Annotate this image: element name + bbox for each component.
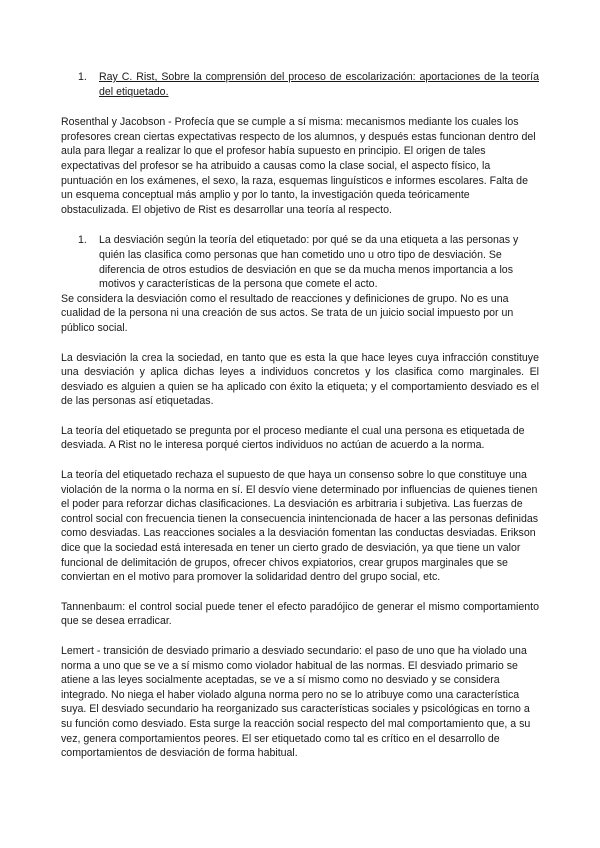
section-title-link[interactable]: Ray C. Rist, Sobre la comprensión del proceso de escolarización: aportaciones de la teoría del etiquetado. [99,71,539,98]
document-content [61,70,539,761]
body-paragraph: Lemert - transición de desviado primario a desviado secundario: el paso de uno que ha violado una norma a uno que se ve a sí mismo como violador habitual de las normas. El desviado primario se atiene a las leyes socialmente aceptadas, se ve a sí mismo como no desviado y se considera integrado. No niega el haber violado alguna norma pero no se lo atribuye como una característica suya. El desviado secundario ha reorganizado sus características sociales y psicológicas en torno a su función como desviado. Esta surge la reacción social respecto del mal comportamiento que, a su vez, genera comportamientos peores. El ser etiquetado como tal es crítico en el desarrollo de comportamientos de desviación de forma habitual. [61,645,531,760]
subsection-list [61,233,539,291]
body-paragraph: Tannenbaum: el control social puede tener el efecto paradójico de generar el mismo comportamiento que se desea erradicar. [61,600,539,628]
subsection-item [61,233,539,291]
section-heading [61,70,539,99]
subsection-text: La desviación según la teoría del etiquetado: por qué se da una etiqueta a las personas y quién las clasifica como personas que han cometido uno u otro tipo de desviación. Se diferencia de otros estudios de desviación en que se da mucha menos importancia a los motivos y características de la persona que comete el acto. [99,234,519,291]
section-heading-list [61,70,539,99]
list-number: 1. [78,71,87,83]
body-paragraph: La teoría del etiquetado rechaza el supuesto de que haya un consenso sobre lo que constituye una violación de la norma o la norma en sí. El desvío viene determinado por influencias de quienes tienen el poder para reforzar dichas clasificaciones. La desviación es arbitraria i subjetiva. Las fuerzas de control social con frecuencia tienen la consecuencia inintencionada de hacer a las personas definidas como desviadas. Las reacciones sociales a la desviación fomentan las conductas desviadas. Erikson dice que la sociedad está interesada en tener un cierto grado de desviación, ya que tiene un valor funcional de delimitación de grupos, ofrecer chivos expiatorios, crear grupos marginales que se conviertan en el motivo para promover la solidaridad dentro del grupo social, etc. [61,469,539,584]
body-paragraph: La desviación la crea la sociedad, en tanto que es esta la que hace leyes cuya infracción constituye una desviación y aplica dichas leyes a individuos concretos y los clasifica como marginales. El desviado es alguien a quien se ha aplicado con éxito la etiqueta; y el comportamiento desviado es el de las personas así etiquetadas. [61,351,539,408]
body-paragraph: La teoría del etiquetado se pregunta por el proceso mediante el cual una persona es etiquetada de desviada. A Rist no le interesa porqué ciertos individuos no actúan de acuerdo a la norma. [61,424,525,452]
body-paragraph: Se considera la desviación como el resultado de reacciones y definiciones de grupo. No es una cualidad de la persona ni una creación de sus actos. Se trata de un juicio social impuesto por un público social. [61,292,514,334]
intro-paragraph: Rosenthal y Jacobson - Profecía que se cumple a sí misma: mecanismos mediante los cuales los profesores crean ciertas expectativas respecto de los alumnos, y después estas funcionan dentro del aula para llegar a realizar lo que el profesor había supuesto en principio. El origen de tales expectativas del profesor se ha atribuido a causas como la clase social, el aspecto físico, la puntuación en los exámenes, el sexo, la raza, esquemas linguísticos e informes escolares. Falta de un esquema conceptual más amplio y por lo tanto, la investigación queda teóricamente obstaculizada. El objetivo de Rist es desarrollar una teoría al respecto. [61,116,536,216]
list-number: 1. [78,234,87,247]
